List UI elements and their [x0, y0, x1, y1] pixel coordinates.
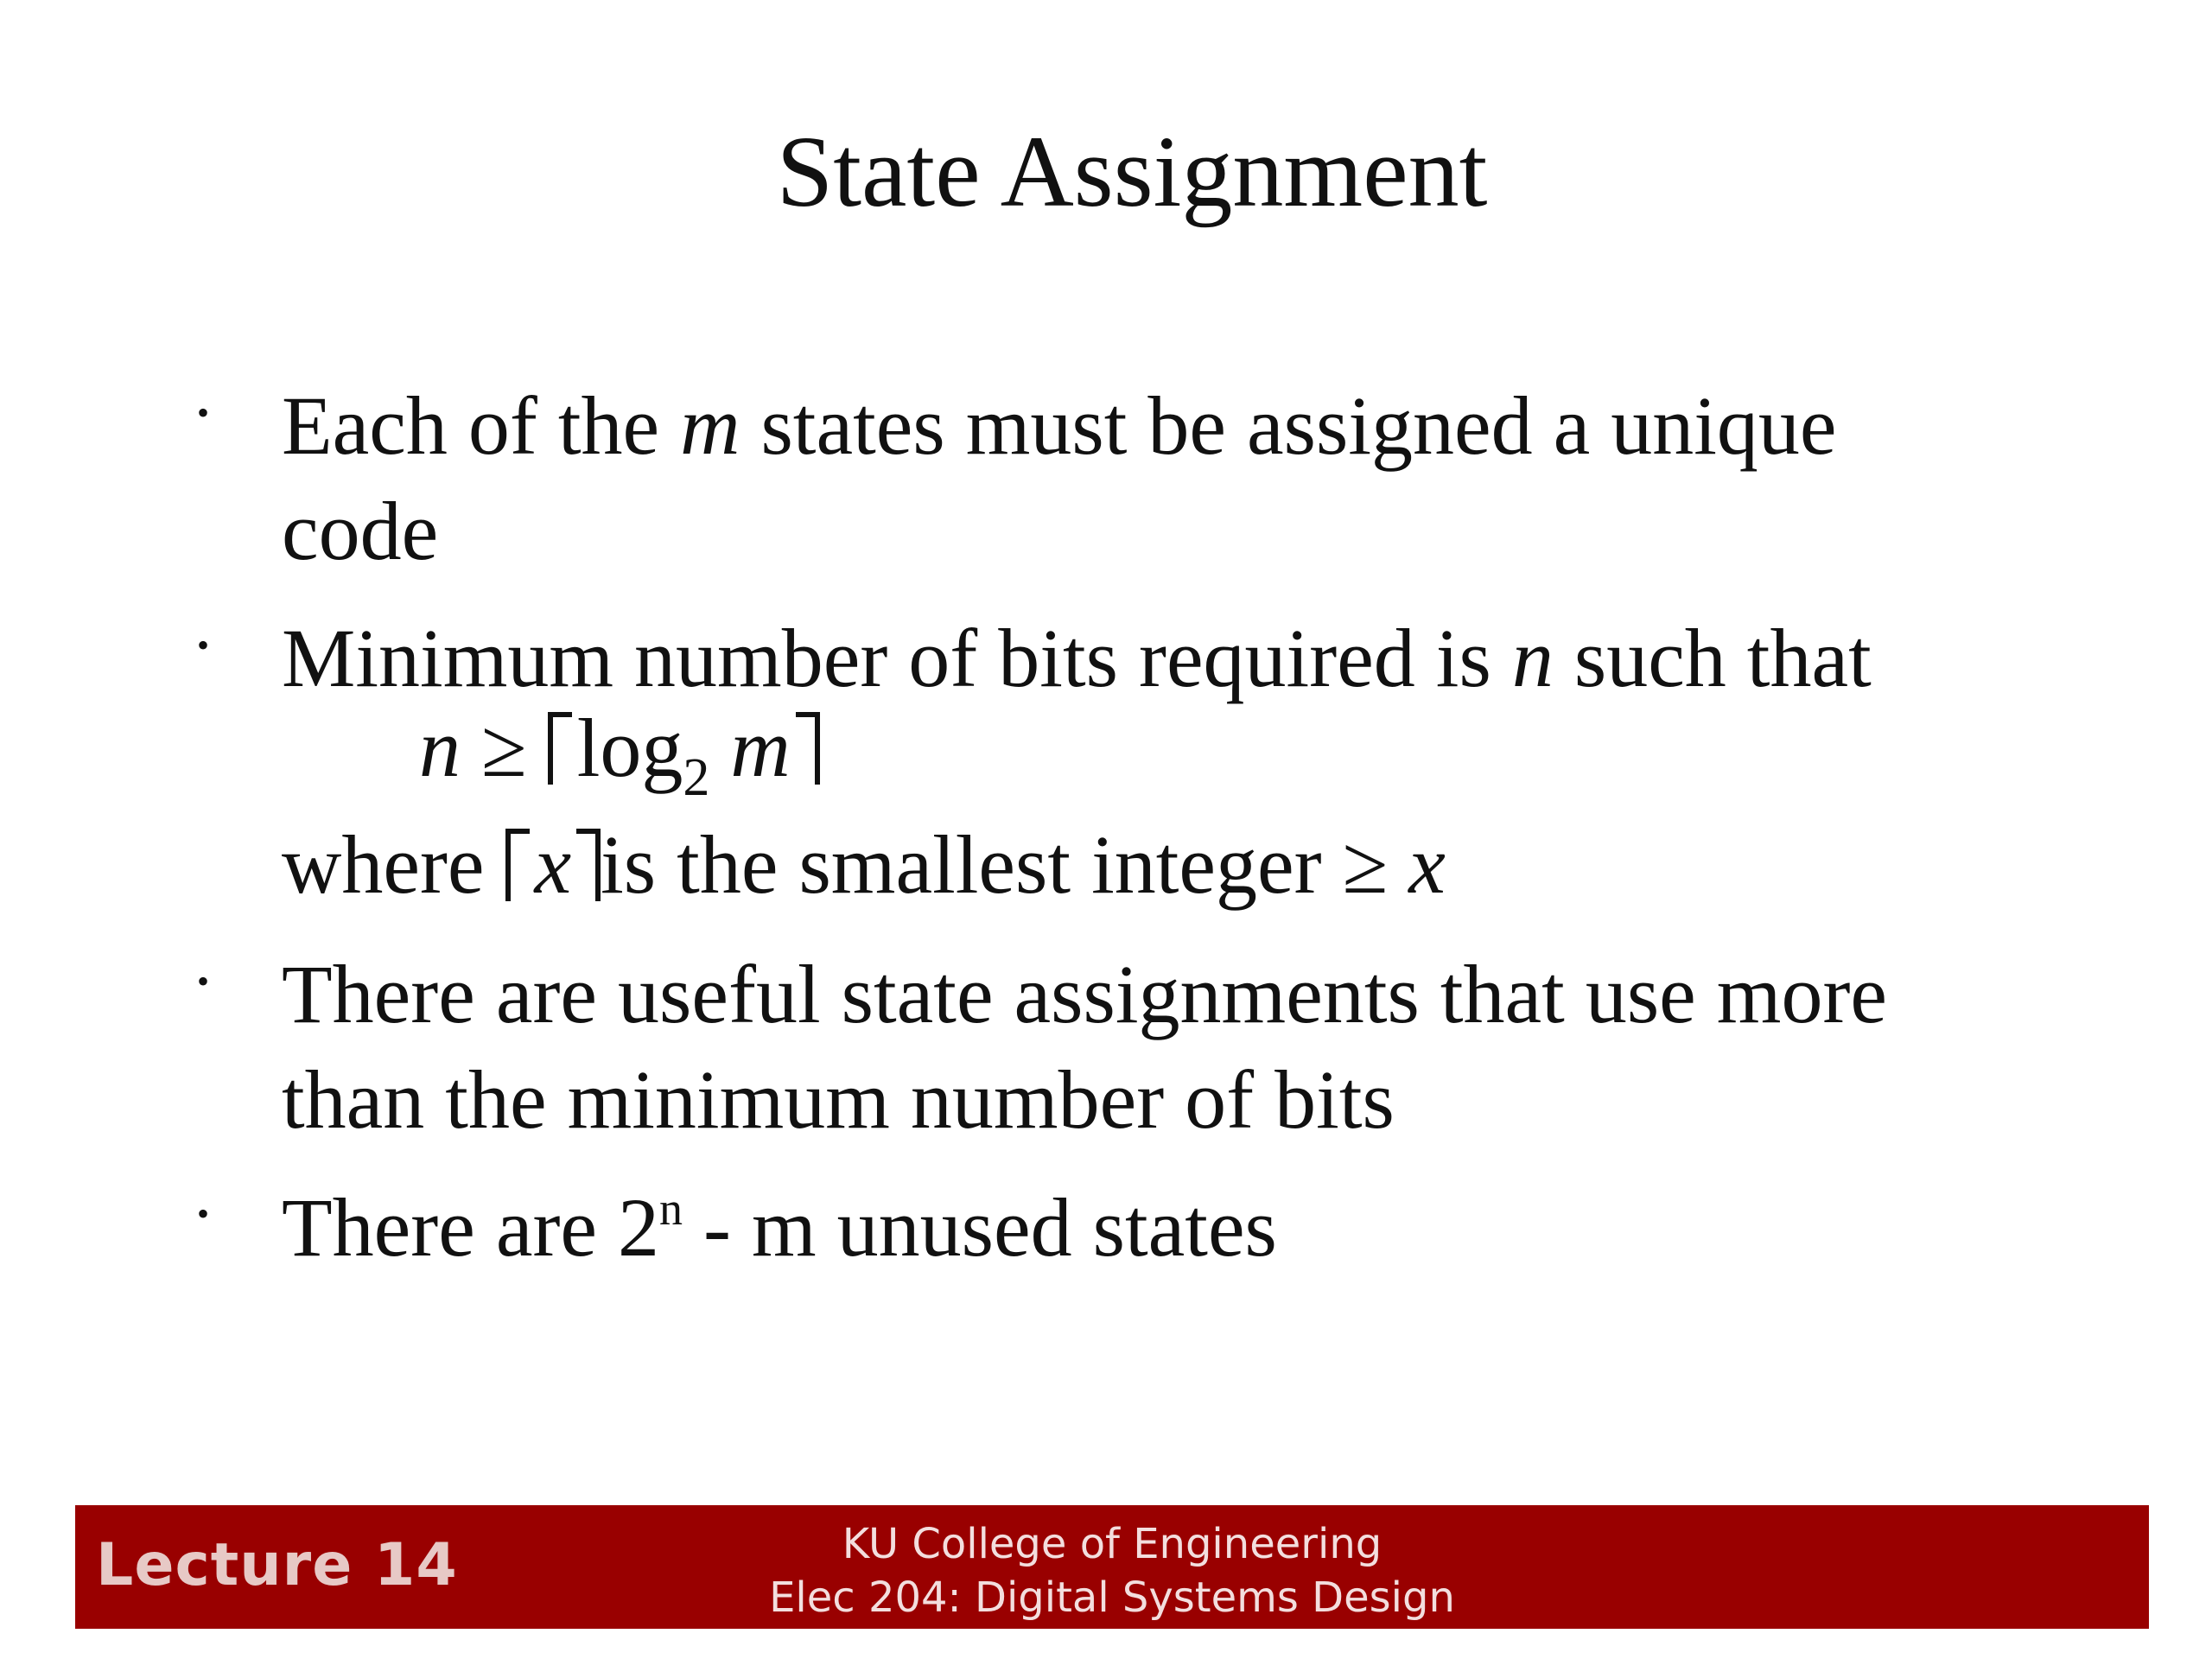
bullet-4-text-b: - m unused states: [683, 1181, 1277, 1274]
footer-course-info: [75, 1517, 2149, 1624]
bullet-3-line-1: There are useful state assignments that use more: [282, 948, 1888, 1040]
bullet-1-text-a: Each of the: [282, 379, 681, 472]
where-text-b: is the smallest integer ≥: [601, 818, 1409, 911]
formula-lhs: n: [419, 702, 461, 794]
bullet-3-marker: •: [197, 962, 210, 1001]
bullet-2-text-b: such that: [1553, 612, 1872, 704]
bullet-4-text-a: There are 2: [282, 1181, 660, 1274]
bullet-4-marker: •: [197, 1194, 210, 1233]
footer-course: Elec 204: Digital Systems Design: [769, 1573, 1455, 1622]
bullet-2-line-1: [282, 612, 1872, 704]
bullet-2-var-n: n: [1511, 612, 1554, 704]
bullet-1-text-b: states must be assigned a unique: [740, 379, 1837, 472]
footer-college: KU College of Engineering: [842, 1520, 1382, 1568]
formula-arg: m: [730, 702, 791, 794]
ceiling-bracket: [548, 702, 820, 807]
bullet-1-line-2: code: [282, 485, 439, 577]
bullet-2-marker: •: [197, 626, 210, 664]
bullet-4-superscript: n: [659, 1183, 683, 1235]
footer-bar: [75, 1505, 2149, 1629]
ceiling-left-icon: [505, 829, 530, 901]
ceiling-left-icon: [548, 712, 572, 785]
ceiling-right-icon: [796, 712, 820, 785]
where-var-x-end: x: [1408, 818, 1446, 911]
bullet-3-line-2: than the minimum number of bits: [282, 1053, 1395, 1146]
where-text-a: where: [282, 818, 505, 911]
bullet-2-where-line: [282, 818, 1446, 911]
formula-func: log: [576, 702, 683, 794]
formula-subscript: 2: [683, 748, 710, 807]
bullet-4-line-1: [282, 1181, 1277, 1274]
footer-lecture-label: Lecture 14: [96, 1531, 458, 1599]
bullet-1-marker: •: [197, 393, 210, 432]
bullet-2-text-a: Minimum number of bits required is: [282, 612, 1512, 704]
formula-relation: ≥: [481, 702, 527, 794]
where-var-x: x: [534, 818, 572, 911]
ceiling-right-icon: [576, 829, 601, 901]
slide-title: State Assignment: [776, 115, 1488, 228]
ceil-log-formula: [419, 702, 820, 807]
bullet-1-var-m: m: [680, 379, 741, 472]
ceiling-x: [505, 818, 601, 911]
bullet-1-line-1: [282, 379, 1837, 472]
